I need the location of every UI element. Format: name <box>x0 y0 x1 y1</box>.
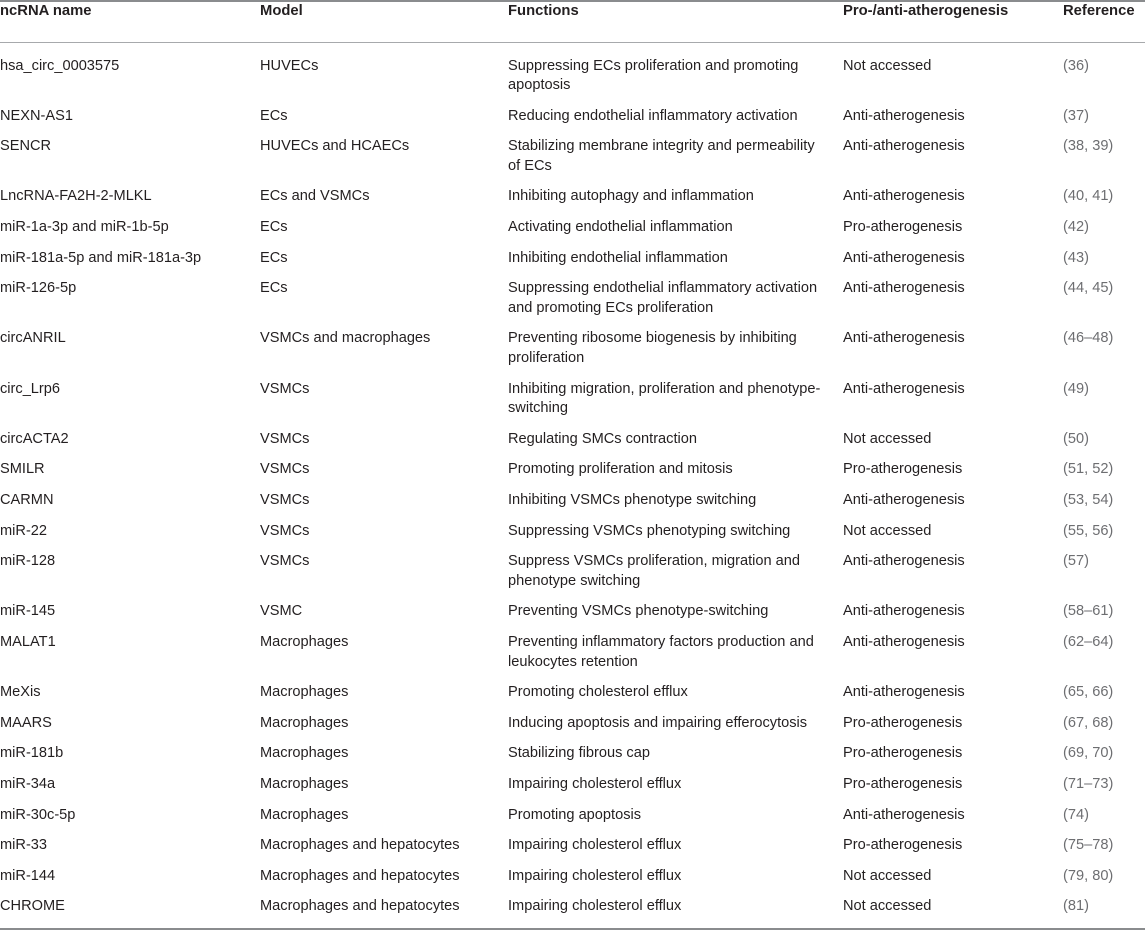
table-row <box>0 371 1145 421</box>
table-cell-atherogenesis <box>843 735 1063 766</box>
cell-value-reference: (38, 39) <box>1063 138 1114 155</box>
cell-value-ncrna-name: SMILR <box>0 461 45 478</box>
cell-value-reference: (49) <box>1063 380 1089 397</box>
table-cell-ncrna-name <box>0 827 260 858</box>
table-header-row <box>0 1 1145 42</box>
table-cell-model <box>260 98 508 129</box>
table-cell-functions <box>508 128 843 178</box>
cell-value-functions: Stabilizing fibrous cap <box>508 745 650 762</box>
table-cell-ncrna-name <box>0 42 260 98</box>
table-cell-ncrna-name <box>0 320 260 370</box>
cell-value-reference: (37) <box>1063 107 1089 124</box>
column-header-label: Reference <box>1063 3 1135 19</box>
table-body <box>0 42 1145 929</box>
cell-value-ncrna-name: miR-145 <box>0 603 56 620</box>
table-row <box>0 513 1145 544</box>
cell-value-model: VSMCs <box>260 461 310 478</box>
cell-value-atherogenesis: Anti-atherogenesis <box>843 603 965 620</box>
cell-value-atherogenesis: Anti-atherogenesis <box>843 280 965 297</box>
table-cell-model <box>260 371 508 421</box>
cell-value-ncrna-name: miR-22 <box>0 522 48 539</box>
cell-value-ncrna-name: miR-1a-3p and miR-1b-5p <box>0 219 169 236</box>
table-cell-ncrna-name <box>0 270 260 320</box>
cell-value-atherogenesis: Anti-atherogenesis <box>843 633 965 650</box>
table-cell-functions <box>508 482 843 513</box>
table-cell-reference <box>1063 270 1145 320</box>
table-row <box>0 735 1145 766</box>
table-row <box>0 42 1145 98</box>
cell-value-functions: Promoting cholesterol efflux <box>508 684 688 701</box>
column-header-atherogenesis <box>843 1 1063 42</box>
cell-value-functions: Impairing cholesterol efflux <box>508 898 682 915</box>
column-header-label: ncRNA name <box>0 3 92 19</box>
table-cell-reference <box>1063 766 1145 797</box>
table-cell-atherogenesis <box>843 240 1063 271</box>
table-cell-functions <box>508 421 843 452</box>
table-cell-model <box>260 178 508 209</box>
cell-value-atherogenesis: Anti-atherogenesis <box>843 684 965 701</box>
table-row <box>0 705 1145 736</box>
cell-value-reference: (67, 68) <box>1063 714 1114 731</box>
table-cell-reference <box>1063 42 1145 98</box>
column-header-ncrna-name <box>0 1 260 42</box>
table-cell-atherogenesis <box>843 42 1063 98</box>
table-cell-functions <box>508 543 843 593</box>
table-cell-reference <box>1063 624 1145 674</box>
table-cell-atherogenesis <box>843 674 1063 705</box>
table-row <box>0 674 1145 705</box>
cell-value-reference: (81) <box>1063 898 1089 915</box>
cell-value-model: VSMCs <box>260 492 310 508</box>
cell-value-ncrna-name: miR-181a-5p and miR-181a-3p <box>0 249 202 266</box>
table-cell-model <box>260 270 508 320</box>
table-cell-atherogenesis <box>843 421 1063 452</box>
cell-value-reference: (69, 70) <box>1063 745 1114 762</box>
cell-value-functions: Suppress VSMCs proliferation, migration and phenotype switching <box>508 553 801 589</box>
cell-value-reference: (75–78) <box>1063 837 1114 854</box>
cell-value-reference: (62–64) <box>1063 633 1114 650</box>
cell-value-functions: Suppressing VSMCs phenotyping switching <box>508 522 791 539</box>
cell-value-atherogenesis: Pro-atherogenesis <box>843 219 963 236</box>
table-cell-functions <box>508 797 843 828</box>
cell-value-functions: Activating endothelial inflammation <box>508 219 733 236</box>
table-cell-reference <box>1063 797 1145 828</box>
cell-value-model: HUVECs and HCAECs <box>260 138 410 155</box>
cell-value-model: VSMC <box>260 603 303 620</box>
cell-value-ncrna-name: MAARS <box>0 714 52 731</box>
table-cell-functions <box>508 42 843 98</box>
cell-value-ncrna-name: CARMN <box>0 492 54 508</box>
table-row <box>0 827 1145 858</box>
table-cell-atherogenesis <box>843 858 1063 889</box>
cell-value-atherogenesis: Anti-atherogenesis <box>843 553 965 570</box>
cell-value-atherogenesis: Anti-atherogenesis <box>843 380 965 397</box>
cell-value-functions: Suppressing ECs proliferation and promoting apoptosis <box>508 57 799 94</box>
table-cell-reference <box>1063 320 1145 370</box>
cell-value-reference: (42) <box>1063 219 1089 236</box>
table-cell-model <box>260 240 508 271</box>
cell-value-reference: (46–48) <box>1063 330 1114 347</box>
cell-value-ncrna-name: circACTA2 <box>0 430 69 447</box>
table-cell-ncrna-name <box>0 451 260 482</box>
table-cell-reference <box>1063 593 1145 624</box>
cell-value-model: Macrophages <box>260 714 349 731</box>
table-cell-atherogenesis <box>843 593 1063 624</box>
cell-value-functions: Inhibiting autophagy and inflammation <box>508 188 754 205</box>
table-cell-reference <box>1063 674 1145 705</box>
cell-value-functions: Preventing VSMCs phenotype-switching <box>508 603 769 620</box>
cell-value-atherogenesis: Not accessed <box>843 867 932 884</box>
table-cell-model <box>260 705 508 736</box>
cell-value-functions: Promoting apoptosis <box>508 806 642 823</box>
table-cell-functions <box>508 766 843 797</box>
cell-value-functions: Preventing ribosome biogenesis by inhibiting proliferation <box>508 330 797 367</box>
table-row <box>0 797 1145 828</box>
table-cell-atherogenesis <box>843 888 1063 929</box>
cell-value-model: Macrophages <box>260 745 349 762</box>
table-cell-functions <box>508 624 843 674</box>
table-cell-model <box>260 888 508 929</box>
table-row <box>0 888 1145 929</box>
column-header-label: Pro-/anti-atherogenesis <box>843 3 1009 19</box>
cell-value-functions: Inhibiting VSMCs phenotype switching <box>508 492 757 508</box>
table-cell-model <box>260 482 508 513</box>
cell-value-reference: (58–61) <box>1063 603 1114 620</box>
cell-value-model: VSMCs <box>260 430 310 447</box>
cell-value-model: Macrophages and hepatocytes <box>260 898 460 915</box>
table-row <box>0 98 1145 129</box>
cell-value-ncrna-name: miR-34a <box>0 775 56 792</box>
table-cell-ncrna-name <box>0 128 260 178</box>
table-cell-reference <box>1063 209 1145 240</box>
table-cell-model <box>260 624 508 674</box>
table-cell-model <box>260 827 508 858</box>
table-cell-atherogenesis <box>843 98 1063 129</box>
cell-value-atherogenesis: Pro-atherogenesis <box>843 745 963 762</box>
table-row <box>0 209 1145 240</box>
cell-value-functions: Promoting proliferation and mitosis <box>508 461 733 478</box>
cell-value-ncrna-name: LncRNA-FA2H-2-MLKL <box>0 188 152 205</box>
table-row <box>0 421 1145 452</box>
table-cell-functions <box>508 451 843 482</box>
table-cell-reference <box>1063 858 1145 889</box>
table-row <box>0 451 1145 482</box>
table-cell-ncrna-name <box>0 178 260 209</box>
table-cell-ncrna-name <box>0 371 260 421</box>
cell-value-atherogenesis: Pro-atherogenesis <box>843 461 963 478</box>
cell-value-model: ECs <box>260 249 288 266</box>
cell-value-model: Macrophages <box>260 633 349 650</box>
cell-value-functions: Reducing endothelial inflammatory activation <box>508 107 798 124</box>
table-cell-reference <box>1063 482 1145 513</box>
table-cell-functions <box>508 593 843 624</box>
table-cell-functions <box>508 209 843 240</box>
cell-value-model: Macrophages <box>260 775 349 792</box>
table-cell-ncrna-name <box>0 624 260 674</box>
cell-value-model: VSMCs and macrophages <box>260 330 431 347</box>
cell-value-atherogenesis: Anti-atherogenesis <box>843 806 965 823</box>
table-cell-ncrna-name <box>0 482 260 513</box>
table-row <box>0 858 1145 889</box>
cell-value-model: Macrophages and hepatocytes <box>260 867 460 884</box>
table-cell-atherogenesis <box>843 482 1063 513</box>
table-cell-model <box>260 320 508 370</box>
cell-value-atherogenesis: Pro-atherogenesis <box>843 837 963 854</box>
table-cell-reference <box>1063 543 1145 593</box>
cell-value-functions: Impairing cholesterol efflux <box>508 867 682 884</box>
table-cell-ncrna-name <box>0 858 260 889</box>
table-cell-reference <box>1063 421 1145 452</box>
cell-value-atherogenesis: Anti-atherogenesis <box>843 188 965 205</box>
cell-value-reference: (53, 54) <box>1063 492 1114 508</box>
table-cell-model <box>260 766 508 797</box>
table-header <box>0 1 1145 42</box>
cell-value-reference: (79, 80) <box>1063 867 1114 884</box>
table-cell-model <box>260 858 508 889</box>
cell-value-atherogenesis: Anti-atherogenesis <box>843 492 965 508</box>
column-header-label: Functions <box>508 3 579 19</box>
cell-value-functions: Impairing cholesterol efflux <box>508 837 682 854</box>
column-header-functions <box>508 1 843 42</box>
table-cell-reference <box>1063 240 1145 271</box>
cell-value-functions: Impairing cholesterol efflux <box>508 775 682 792</box>
cell-value-ncrna-name: circ_Lrp6 <box>0 380 61 397</box>
table-row <box>0 270 1145 320</box>
table-cell-model <box>260 128 508 178</box>
cell-value-ncrna-name: SENCR <box>0 138 52 155</box>
table-cell-ncrna-name <box>0 421 260 452</box>
table-cell-ncrna-name <box>0 766 260 797</box>
table-cell-ncrna-name <box>0 240 260 271</box>
cell-value-model: Macrophages <box>260 684 349 701</box>
table-cell-ncrna-name <box>0 209 260 240</box>
table-cell-functions <box>508 735 843 766</box>
table-cell-model <box>260 421 508 452</box>
table-cell-model <box>260 451 508 482</box>
cell-value-atherogenesis: Pro-atherogenesis <box>843 714 963 731</box>
table-row <box>0 178 1145 209</box>
cell-value-model: ECs <box>260 280 288 297</box>
cell-value-ncrna-name: MALAT1 <box>0 633 56 650</box>
table-cell-model <box>260 593 508 624</box>
cell-value-model: Macrophages <box>260 806 349 823</box>
cell-value-reference: (36) <box>1063 57 1089 74</box>
table-cell-reference <box>1063 705 1145 736</box>
cell-value-functions: Inhibiting migration, proliferation and phenotype-switching <box>508 380 821 417</box>
table-cell-atherogenesis <box>843 209 1063 240</box>
table-cell-functions <box>508 827 843 858</box>
table-cell-functions <box>508 270 843 320</box>
table-cell-ncrna-name <box>0 513 260 544</box>
table-cell-atherogenesis <box>843 513 1063 544</box>
cell-value-atherogenesis: Not accessed <box>843 898 932 915</box>
cell-value-atherogenesis: Not accessed <box>843 57 932 74</box>
table-cell-ncrna-name <box>0 674 260 705</box>
table-cell-model <box>260 42 508 98</box>
cell-value-model: ECs <box>260 219 288 236</box>
cell-value-functions: Preventing inflammatory factors production and leukocytes retention <box>508 633 814 670</box>
cell-value-ncrna-name: miR-181b <box>0 745 64 762</box>
table-cell-atherogenesis <box>843 371 1063 421</box>
cell-value-model: VSMCs <box>260 553 310 570</box>
cell-value-ncrna-name: miR-30c-5p <box>0 806 76 823</box>
table-cell-functions <box>508 674 843 705</box>
cell-value-ncrna-name: hsa_circ_0003575 <box>0 57 120 74</box>
cell-value-reference: (50) <box>1063 430 1089 447</box>
cell-value-reference: (55, 56) <box>1063 522 1114 539</box>
table-cell-ncrna-name <box>0 98 260 129</box>
table-cell-atherogenesis <box>843 766 1063 797</box>
table-cell-atherogenesis <box>843 128 1063 178</box>
table-cell-functions <box>508 513 843 544</box>
table-cell-reference <box>1063 513 1145 544</box>
cell-value-ncrna-name: miR-126-5p <box>0 280 77 297</box>
cell-value-functions: Regulating SMCs contraction <box>508 430 697 447</box>
table-cell-reference <box>1063 371 1145 421</box>
cell-value-functions: Inhibiting endothelial inflammation <box>508 249 728 266</box>
cell-value-ncrna-name: CHROME <box>0 898 65 915</box>
cell-value-ncrna-name: miR-144 <box>0 867 56 884</box>
cell-value-functions: Stabilizing membrane integrity and permeability of ECs <box>508 138 815 174</box>
table-cell-ncrna-name <box>0 593 260 624</box>
table-cell-atherogenesis <box>843 624 1063 674</box>
table-cell-ncrna-name <box>0 797 260 828</box>
table-cell-model <box>260 797 508 828</box>
table-cell-reference <box>1063 827 1145 858</box>
table-cell-atherogenesis <box>843 705 1063 736</box>
cell-value-functions: Suppressing endothelial inflammatory activation and promoting ECs proliferation <box>508 280 818 316</box>
cell-value-ncrna-name: NEXN-AS1 <box>0 107 73 124</box>
table-row <box>0 482 1145 513</box>
table-cell-reference <box>1063 888 1145 929</box>
table-cell-functions <box>508 888 843 929</box>
table-row <box>0 543 1145 593</box>
cell-value-ncrna-name: miR-128 <box>0 553 56 570</box>
table-cell-ncrna-name <box>0 888 260 929</box>
table-cell-model <box>260 209 508 240</box>
table-cell-atherogenesis <box>843 827 1063 858</box>
cell-value-ncrna-name: circANRIL <box>0 330 66 347</box>
table-cell-atherogenesis <box>843 543 1063 593</box>
table-cell-atherogenesis <box>843 797 1063 828</box>
table-cell-atherogenesis <box>843 320 1063 370</box>
table-cell-functions <box>508 371 843 421</box>
cell-value-model: ECs and VSMCs <box>260 188 370 205</box>
cell-value-reference: (74) <box>1063 806 1089 823</box>
table-row <box>0 624 1145 674</box>
cell-value-atherogenesis: Anti-atherogenesis <box>843 330 965 347</box>
cell-value-reference: (51, 52) <box>1063 461 1114 478</box>
cell-value-model: VSMCs <box>260 522 310 539</box>
table-cell-functions <box>508 178 843 209</box>
table-cell-model <box>260 735 508 766</box>
table-cell-functions <box>508 320 843 370</box>
cell-value-atherogenesis: Not accessed <box>843 522 932 539</box>
table-row <box>0 240 1145 271</box>
cell-value-functions: Inducing apoptosis and impairing efferocytosis <box>508 714 808 731</box>
cell-value-ncrna-name: MeXis <box>0 684 41 701</box>
cell-value-reference: (65, 66) <box>1063 684 1114 701</box>
cell-value-atherogenesis: Anti-atherogenesis <box>843 107 965 124</box>
cell-value-reference: (57) <box>1063 553 1089 570</box>
cell-value-model: Macrophages and hepatocytes <box>260 837 460 854</box>
table-cell-functions <box>508 98 843 129</box>
table-cell-reference <box>1063 98 1145 129</box>
table-cell-functions <box>508 240 843 271</box>
table-cell-ncrna-name <box>0 735 260 766</box>
cell-value-reference: (71–73) <box>1063 775 1114 792</box>
table-row <box>0 128 1145 178</box>
table-cell-atherogenesis <box>843 178 1063 209</box>
cell-value-reference: (43) <box>1063 249 1089 266</box>
cell-value-reference: (44, 45) <box>1063 280 1114 297</box>
column-header-reference <box>1063 1 1145 42</box>
column-header-model <box>260 1 508 42</box>
table-cell-reference <box>1063 128 1145 178</box>
table-cell-reference <box>1063 451 1145 482</box>
column-header-label: Model <box>260 3 303 19</box>
table-cell-functions <box>508 705 843 736</box>
table-cell-atherogenesis <box>843 270 1063 320</box>
table-row <box>0 766 1145 797</box>
cell-value-reference: (40, 41) <box>1063 188 1114 205</box>
cell-value-atherogenesis: Pro-atherogenesis <box>843 775 963 792</box>
table-cell-ncrna-name <box>0 705 260 736</box>
cell-value-atherogenesis: Anti-atherogenesis <box>843 138 965 155</box>
table-cell-functions <box>508 858 843 889</box>
cell-value-model: ECs <box>260 107 288 124</box>
table-cell-model <box>260 674 508 705</box>
table-cell-ncrna-name <box>0 543 260 593</box>
table-row <box>0 593 1145 624</box>
cell-value-ncrna-name: miR-33 <box>0 837 48 854</box>
table-cell-reference <box>1063 735 1145 766</box>
table-row <box>0 320 1145 370</box>
table-cell-model <box>260 513 508 544</box>
cell-value-model: VSMCs <box>260 380 310 397</box>
cell-value-atherogenesis: Not accessed <box>843 430 932 447</box>
table-cell-reference <box>1063 178 1145 209</box>
cell-value-atherogenesis: Anti-atherogenesis <box>843 249 965 266</box>
table-cell-model <box>260 543 508 593</box>
table-cell-atherogenesis <box>843 451 1063 482</box>
cell-value-model: HUVECs <box>260 57 319 74</box>
